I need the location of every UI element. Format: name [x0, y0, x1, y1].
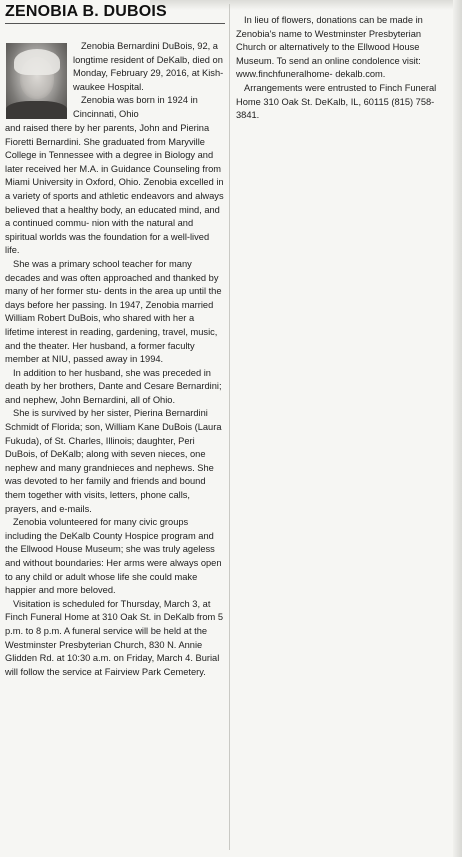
portrait-shoulders — [6, 101, 67, 119]
scan-edge-shadow — [453, 0, 462, 857]
obituary-name-heading: ZENOBIA B. DUBOIS — [5, 3, 167, 20]
paragraph: In addition to her husband, she was preceded in death by her brothers, Dante and Cesare Bernardini; and nephew, John Bernardini, all of Ohio. — [5, 367, 222, 405]
paragraph: Visitation is scheduled for Thursday, March 3, at Finch Funeral Home at 310 Oak St. in DeKalb from 5 p.m. to 8 p.m. A funeral service will be held at the Westminster Presbyterian Church, 830 N. Annie Glidden Rd. at 10:30 a.m. on Friday, March 4. Burial will follow the service at Fairview Park Cemetery. — [5, 598, 224, 677]
paragraph: She was a primary school teacher for many decades and was often approached and thanked by many of her former stu- dents in the area up until the days before her passing. In 1947, Zenobia married William Robert DuBois, who shared with her a lifetime interest in reading, gardening, travel, music, and the theater. Her husband, a former faculty member at NIU, passed away in 1994. — [5, 258, 222, 365]
paragraph: Zenobia volunteered for many civic groups including the DeKalb County Hospice program and the Ellwood House Museum; she was truly ageless and without boundaries: Her arms were always open to any child or adult whose life she could make happier and more beloved. — [5, 517, 222, 596]
paragraph: and raised there by her parents, John and Pierina Fioretti Bernardini. She graduated from Maryville College in Tennessee with a degree in Biology and later received her M.A. in Guidance Counseling from Miami University in Oxford, Ohio. Zenobia excelled in a variety of sports and athletic endeavors and always believed that a healthy body, an educated mind, and a continued commu- nion with the natural and spiritual worlds was the foundation for a well-lived life. — [5, 123, 224, 256]
paragraph: Arrangements were entrusted to Finch Funeral Home 310 Oak St. DeKalb, IL, 60115 (815) 758-3841. — [236, 82, 437, 121]
paragraph: She is survived by her sister, Pierina Bernardini Schmidt of Florida; son, William Kane DuBois (Laura Fukuda), of St. Charles, Illinois; daughter, Peri DuBois, of DeKalb; along with seven nieces, one nephew and many grandnieces and nephews. She was devoted to her family and friends and bound them together with visits, letters, phone calls, prayers, and e-mails. — [5, 408, 222, 514]
adjacent-print-bleed — [150, 0, 462, 10]
portrait-hair — [14, 49, 60, 75]
column-divider — [229, 4, 230, 850]
obituary-text-column-2 — [236, 14, 450, 123]
obituary-text-beside-photo — [73, 40, 226, 122]
heading-rule — [5, 23, 225, 24]
paragraph: In lieu of flowers, donations can be made in Zenobia's name to Westminster Presbyterian Church or alternatively to the Ellwood House Museum. To send an online condolence visit: www.finchfuneralhome- dekalb.com. — [236, 15, 423, 80]
portrait-photo — [6, 43, 67, 119]
obituary-text-column-1 — [5, 122, 226, 679]
paragraph: Zenobia Bernardini DuBois, 92, a longtime resident of DeKalb, died on Monday, February 29, 2016, at Kish- waukee Hospital. — [73, 41, 224, 92]
paragraph: Zenobia was born in 1924 in Cincinnati, Ohio — [73, 95, 198, 119]
